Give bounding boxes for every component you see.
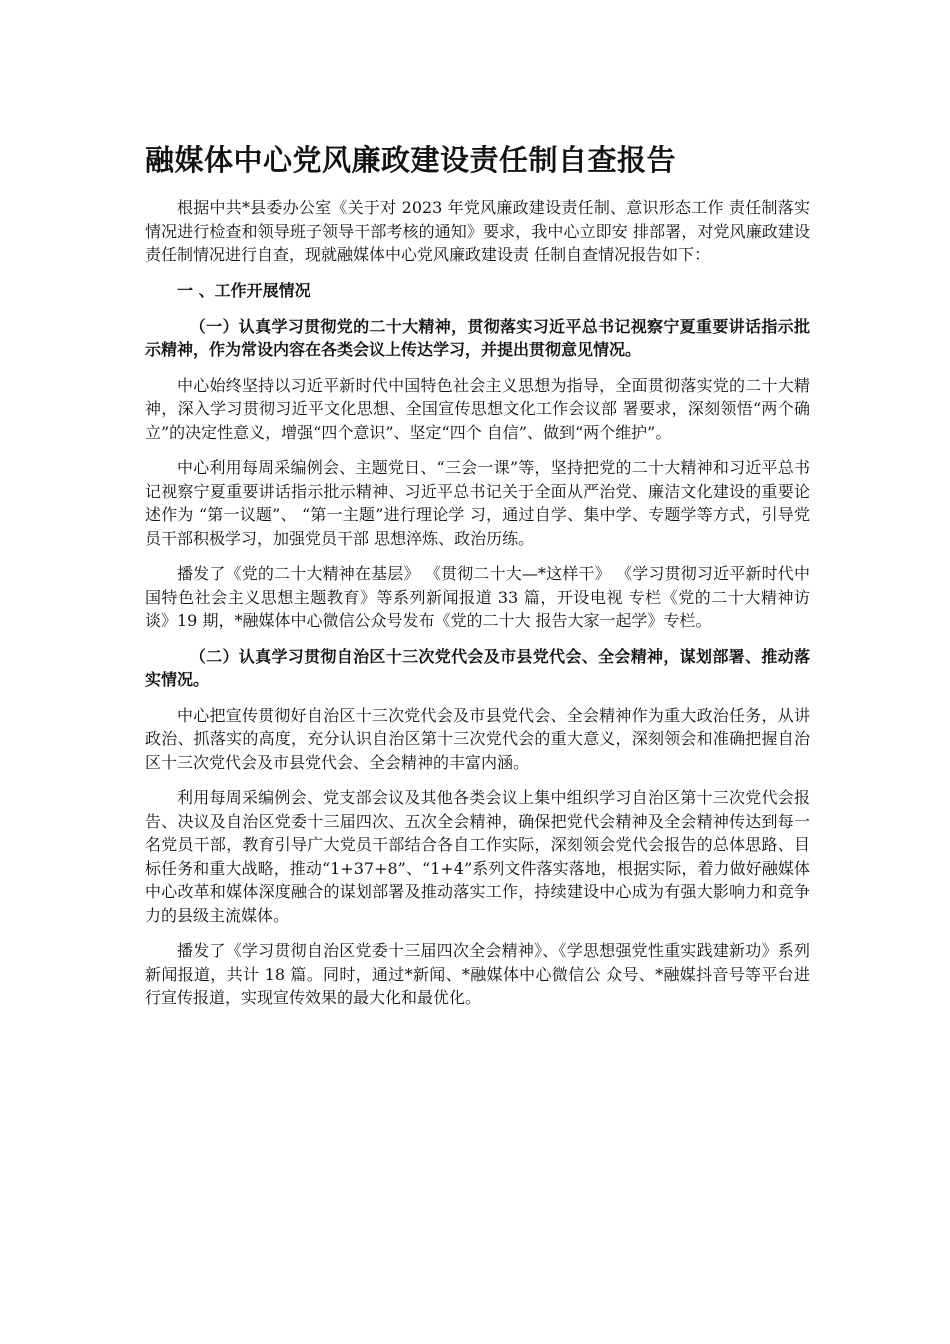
document-page [145,140,810,1022]
body-paragraph: 播发了《学习贯彻自治区党委十三届四次全会精神》、《学思想强党性重实践建新功》系列新闻报道，共计 18 篇。同时，通过*新闻、*融媒体中心微信公 众号、*融媒抖音号等平台进行宣传报道，实现宣传效果的最大化和最优化。 [145,941,810,1007]
subsection-heading-1: （一）认真学习贯彻党的二十大精神，贯彻落实习近平总书记视察宁夏重要讲话指示批示精神，作为常设内容在各类会议上传达学习，并提出贯彻意见情况。 [145,316,810,359]
document-title: 融媒体中心党风廉政建设责任制自查报告 [145,143,677,177]
body-paragraph: 中心把宣传贯彻好自治区十三次党代会及市县党代会、全会精神作为重大政治任务，从讲政治、抓落实的高度，充分认识自治区第十三次党代会的重大意义，深刻领会和准确把握自治区十三次党代会及市县党代会、全会精神的丰富内涵。 [145,705,810,772]
body-paragraph: 播发了《党的二十大精神在基层》 《贯彻二十大—*这样干》 《学习贯彻习近平新时代中国特色社会主义思想主题教育》等系列新闻报道 33 篇，开设电视 专栏《党的二十大精神访谈》19 期，*融媒体中心微信公众号发布《党的二十大 报告大家一起学》专栏。 [145,564,810,630]
section-heading-work-progress: 一 、工作开展情况 [177,280,311,300]
body-paragraph: 中心利用每周采编例会、主题党日、“三会一课”等，坚持把党的二十大精神和习近平总书记视察宁夏重要讲话指示批示精神、习近平总书记关于全面从严治党、廉洁文化建设的重要论述作为 “第一议题”、 “第一主题”进行理论学 习，通过自学、集中学、专题学等方式，引导党员干部积极学习，加强党员干部 思想淬炼、政治历练。 [145,458,810,548]
body-paragraph: 利用每周采编例会、党支部会议及其他各类会议上集中组织学习自治区第十三次党代会报告、决议及自治区党委十三届四次、五次全会精神，确保把党代会精神及全会精神传达到每一名党员干部，教育引导广大党员干部结合各自工作实际，深刻领会党代会报告的总体思路、目标任务和重大战略，推动“1+37+8”、“1+4”系列文件落实落地，根据实际，着力做好融媒体中心改革和媒体深度融合的谋划部署及推动落实工作，持续建设中心成为有强大影响力和竞争力的县级主流媒体。 [145,788,810,925]
body-paragraph: 中心始终坚持以习近平新时代中国特色社会主义思想为指导，全面贯彻落实党的二十大精神，深入学习贯彻习近平文化思想、全国宣传思想文化工作会议部 署要求，深刻领悟“两个确立”的决定性意义，增强“四个意识”、坚定“四个 自信”、做到“两个维护”。 [145,375,810,442]
intro-paragraph: 根据中共*县委办公室《关于对 2023 年党风廉政建设责任制、意识形态工作 责任制落实情况进行检查和领导班子领导干部考核的通知》要求，我中心立即安 排部署，对党风廉政建设责任制情况进行自查，现就融媒体中心党风廉政建设责 任制自查情况报告如下： [145,198,810,264]
subsection-heading-2: （二）认真学习贯彻自治区十三次党代会及市县党代会、全会精神，谋划部署、推动落实情况。 [145,646,810,689]
